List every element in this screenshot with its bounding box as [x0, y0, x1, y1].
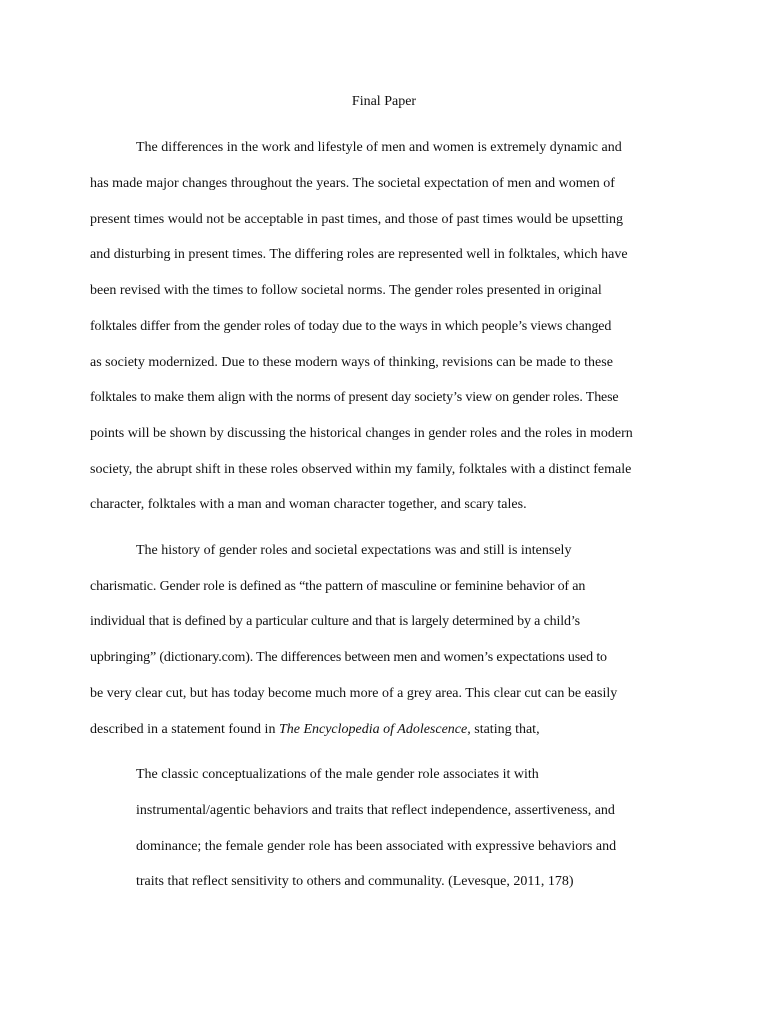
paragraph-1-line: points will be shown by discussing the historical changes in gender roles and the roles in modern: [90, 426, 633, 441]
block-quote-line: The classic conceptualizations of the male gender role associates it with: [136, 767, 539, 782]
block-quote-line: traits that reflect sensitivity to others and communality. (Levesque, 2011, 178): [136, 874, 574, 889]
paragraph-2-line: be very clear cut, but has today become much more of a grey area. This clear cut can be easily: [90, 686, 618, 701]
paragraph-1-line: folktales to make them align with the norms of present day society’s view on gender roles. These: [90, 390, 619, 405]
paragraph-1-line: present times would not be acceptable in past times, and those of past times would be upsetting: [90, 212, 624, 227]
paragraph-1-line: character, folktales with a man and woman character together, and scary tales.: [90, 497, 527, 512]
paragraph-1-line: been revised with the times to follow societal norms. The gender roles presented in original: [90, 283, 602, 298]
paragraph-2-text: , stating that,: [467, 722, 540, 737]
page-title: Final Paper: [351, 94, 417, 109]
paragraph-1-line: society, the abrupt shift in these roles observed within my family, folktales with a distinct female: [90, 462, 632, 477]
paragraph-2-line: upbringing” (dictionary.com). The differences between men and women’s expectations used to: [90, 650, 607, 665]
paragraph-2-line: individual that is defined by a particular culture and that is largely determined by a child’s: [90, 614, 580, 629]
paragraph-2-line: The history of gender roles and societal expectations was and still is intensely: [136, 543, 572, 558]
paragraph-1-line: The differences in the work and lifestyle of men and women is extremely dynamic and: [136, 140, 622, 155]
paragraph-2-text: described in a statement found in: [90, 722, 279, 737]
block-quote-line: dominance; the female gender role has been associated with expressive behaviors and: [136, 839, 617, 854]
paragraph-1-line: folktales differ from the gender roles of today due to the ways in which people’s views changed: [90, 319, 612, 334]
paragraph-1-line: has made major changes throughout the years. The societal expectation of men and women of: [90, 176, 615, 191]
block-quote-line: instrumental/agentic behaviors and traits that reflect independence, assertiveness, and: [136, 803, 615, 818]
paragraph-2-line: [90, 721, 540, 739]
paragraph-1-line: as society modernized. Due to these modern ways of thinking, revisions can be made to these: [90, 355, 613, 370]
book-title-italic: The Encyclopedia of Adolescence: [278, 722, 468, 737]
paragraph-1-line: and disturbing in present times. The differing roles are represented well in folktales, which have: [90, 247, 628, 262]
paragraph-2-line: charismatic. Gender role is defined as “the pattern of masculine or feminine behavior of an: [90, 579, 586, 594]
